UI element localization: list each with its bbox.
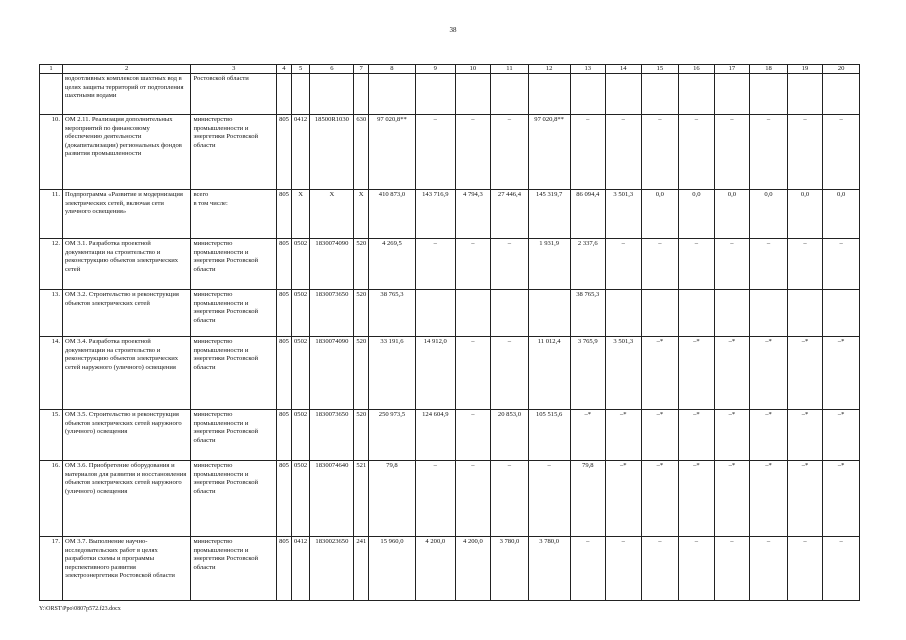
value-cell: – <box>415 115 455 190</box>
value-cell: –* <box>679 410 715 461</box>
budget-code-cell: 241 <box>354 537 369 601</box>
value-cell <box>491 74 529 115</box>
budget-code-cell: 0502 <box>291 461 310 537</box>
value-cell <box>415 290 455 337</box>
table-row <box>40 461 860 537</box>
event-name-cell: ОМ 3.2. Строительство и реконструкция объектов электрических сетей <box>62 290 190 337</box>
value-cell <box>528 290 570 337</box>
value-cell: – <box>787 537 823 601</box>
value-cell: – <box>714 537 750 601</box>
value-cell: 20 853,0 <box>491 410 529 461</box>
value-cell: 0,0 <box>787 190 823 239</box>
budget-code-cell: 805 <box>277 537 292 601</box>
budget-code-cell: Х <box>291 190 310 239</box>
column-number-cell: 13 <box>570 65 606 74</box>
budget-code-cell: 805 <box>277 290 292 337</box>
value-cell: – <box>679 239 715 290</box>
value-cell: –* <box>679 461 715 537</box>
value-cell: 0,0 <box>679 190 715 239</box>
value-cell: –* <box>787 410 823 461</box>
value-cell: 0,0 <box>641 190 679 239</box>
value-cell: 3 501,3 <box>606 190 642 239</box>
value-cell: – <box>714 115 750 190</box>
value-cell: –* <box>679 337 715 410</box>
value-cell: – <box>641 115 679 190</box>
value-cell <box>455 74 491 115</box>
table-row <box>40 290 860 337</box>
value-cell: –* <box>823 461 860 537</box>
event-name-cell: ОМ 3.7. Выполнение научно-исследовательских работ в целях разработки схемы и программы перспективного развития электроэнергетики Ростовской области <box>62 537 190 601</box>
budget-code-cell: 1830023650 <box>310 537 354 601</box>
value-cell: 0,0 <box>714 190 750 239</box>
table-row <box>40 410 860 461</box>
value-cell <box>787 74 823 115</box>
value-cell: –* <box>750 337 788 410</box>
budget-code-cell: 520 <box>354 337 369 410</box>
value-cell <box>528 74 570 115</box>
budget-code-cell <box>310 74 354 115</box>
budget-code-cell: 520 <box>354 290 369 337</box>
page-number: 38 <box>449 26 457 34</box>
column-number-cell: 11 <box>491 65 529 74</box>
column-number-cell: 14 <box>606 65 642 74</box>
table-row <box>40 537 860 601</box>
budget-code-cell: 0502 <box>291 239 310 290</box>
value-cell <box>641 74 679 115</box>
value-cell: 2 337,6 <box>570 239 606 290</box>
value-cell <box>679 290 715 337</box>
value-cell: – <box>455 461 491 537</box>
value-cell: – <box>606 239 642 290</box>
column-number-cell: 10 <box>455 65 491 74</box>
column-number-cell: 19 <box>787 65 823 74</box>
value-cell: –* <box>606 410 642 461</box>
value-cell: – <box>491 337 529 410</box>
value-cell: –* <box>641 337 679 410</box>
value-cell: – <box>750 239 788 290</box>
column-number-cell: 5 <box>291 65 310 74</box>
value-cell: –* <box>714 410 750 461</box>
budget-code-cell: 805 <box>277 410 292 461</box>
value-cell: – <box>606 537 642 601</box>
value-cell: –* <box>750 461 788 537</box>
value-cell <box>491 290 529 337</box>
value-cell: –* <box>714 337 750 410</box>
value-cell: – <box>528 461 570 537</box>
value-cell: 15 960,0 <box>368 537 415 601</box>
value-cell <box>750 74 788 115</box>
value-cell: –* <box>823 337 860 410</box>
table-row <box>40 115 860 190</box>
value-cell: 79,8 <box>570 461 606 537</box>
row-number-cell: 15. <box>40 410 63 461</box>
value-cell: –* <box>750 410 788 461</box>
value-cell: – <box>750 537 788 601</box>
value-cell: – <box>714 239 750 290</box>
budget-code-cell: 0502 <box>291 410 310 461</box>
table-row <box>40 190 860 239</box>
value-cell: – <box>787 115 823 190</box>
row-number-cell: 12. <box>40 239 63 290</box>
value-cell: 4 794,3 <box>455 190 491 239</box>
table-row <box>40 74 860 115</box>
value-cell: 33 191,6 <box>368 337 415 410</box>
value-cell: 4 200,0 <box>415 537 455 601</box>
budget-code-cell: 1830073650 <box>310 410 354 461</box>
value-cell <box>570 74 606 115</box>
event-name-cell: водоотливных комплексов шахтных вод в целях защиты территорий от подтопления шахтными водами <box>62 74 190 115</box>
column-number-cell: 4 <box>277 65 292 74</box>
budget-code-cell: 521 <box>354 461 369 537</box>
value-cell: – <box>679 115 715 190</box>
value-cell <box>415 74 455 115</box>
event-name-cell: ОМ 3.4. Разработка проектной документации на строительство и реконструкцию объектов электрических сетей наружного (уличного) освещения <box>62 337 190 410</box>
row-number-cell: 14. <box>40 337 63 410</box>
executor-cell: министерство промышленности и энергетики Ростовской области <box>191 461 277 537</box>
executor-cell: министерство промышленности и энергетики Ростовской области <box>191 290 277 337</box>
budget-code-cell: 0412 <box>291 115 310 190</box>
value-cell: 11 012,4 <box>528 337 570 410</box>
value-cell <box>679 74 715 115</box>
value-cell: 145 319,7 <box>528 190 570 239</box>
budget-code-cell: 805 <box>277 115 292 190</box>
value-cell: – <box>787 239 823 290</box>
value-cell <box>787 290 823 337</box>
budget-code-cell: 520 <box>354 239 369 290</box>
event-name-cell: ОМ 3.5. Строительство и реконструкция объектов электрических сетей наружного (уличного) освещения <box>62 410 190 461</box>
budget-code-cell: 0502 <box>291 337 310 410</box>
value-cell: –* <box>787 461 823 537</box>
value-cell <box>606 74 642 115</box>
value-cell: 97 020,8** <box>368 115 415 190</box>
budget-code-cell <box>291 74 310 115</box>
value-cell: –* <box>606 461 642 537</box>
value-cell: –* <box>823 410 860 461</box>
value-cell: 97 020,8** <box>528 115 570 190</box>
column-number-cell: 15 <box>641 65 679 74</box>
value-cell: –* <box>570 410 606 461</box>
budget-code-cell: 805 <box>277 239 292 290</box>
column-number-cell: 2 <box>62 65 190 74</box>
column-number-cell: 3 <box>191 65 277 74</box>
event-name-cell: Подпрограмма «Развитие и модернизация электрических сетей, включая сети уличного освещения» <box>62 190 190 239</box>
budget-code-cell: 0412 <box>291 537 310 601</box>
value-cell: 14 912,0 <box>415 337 455 410</box>
value-cell <box>606 290 642 337</box>
value-cell: – <box>750 115 788 190</box>
value-cell <box>368 74 415 115</box>
value-cell: – <box>415 239 455 290</box>
value-cell: – <box>455 115 491 190</box>
value-cell: 0,0 <box>823 190 860 239</box>
column-number-cell: 8 <box>368 65 415 74</box>
value-cell <box>823 290 860 337</box>
event-name-cell: ОМ 2.11. Реализация дополнительных мероприятий по финансовому обеспечению деятельности (докапитализации) региональных фондов развития промышленности <box>62 115 190 190</box>
value-cell: 0,0 <box>750 190 788 239</box>
value-cell <box>714 74 750 115</box>
budget-code-cell: 1830074090 <box>310 239 354 290</box>
executor-cell: всего в том числе: <box>191 190 277 239</box>
value-cell: 105 515,6 <box>528 410 570 461</box>
column-number-cell: 18 <box>750 65 788 74</box>
value-cell: 86 094,4 <box>570 190 606 239</box>
value-cell: 27 446,4 <box>491 190 529 239</box>
value-cell: – <box>641 537 679 601</box>
value-cell <box>714 290 750 337</box>
event-name-cell: ОМ 3.6. Приобретение оборудования и материалов для развития и восстановления объектов электрических сетей наружного (уличного) освещения <box>62 461 190 537</box>
program-table <box>39 64 860 601</box>
executor-cell: министерство промышленности и энергетики Ростовской области <box>191 115 277 190</box>
value-cell: – <box>491 461 529 537</box>
row-number-cell <box>40 74 63 115</box>
value-cell: –* <box>641 410 679 461</box>
column-number-row <box>40 65 860 74</box>
column-number-cell: 16 <box>679 65 715 74</box>
column-number-cell: 17 <box>714 65 750 74</box>
executor-cell: Ростовской области <box>191 74 277 115</box>
value-cell: – <box>823 115 860 190</box>
value-cell: 4 269,5 <box>368 239 415 290</box>
value-cell: – <box>679 537 715 601</box>
value-cell: 1 931,9 <box>528 239 570 290</box>
row-number-cell: 11. <box>40 190 63 239</box>
value-cell: – <box>823 239 860 290</box>
executor-cell: министерство промышленности и энергетики Ростовской области <box>191 337 277 410</box>
budget-code-cell: 1830073650 <box>310 290 354 337</box>
budget-code-cell: 1830074090 <box>310 337 354 410</box>
row-number-cell: 17. <box>40 537 63 601</box>
value-cell: – <box>455 239 491 290</box>
budget-code-cell <box>354 74 369 115</box>
value-cell: –* <box>641 461 679 537</box>
executor-cell: министерство промышленности и энергетики Ростовской области <box>191 410 277 461</box>
column-number-cell: 12 <box>528 65 570 74</box>
column-number-cell: 20 <box>823 65 860 74</box>
value-cell: 3 780,0 <box>528 537 570 601</box>
value-cell: 3 501,3 <box>606 337 642 410</box>
executor-cell: министерство промышленности и энергетики Ростовской области <box>191 239 277 290</box>
value-cell: 3 780,0 <box>491 537 529 601</box>
value-cell: 79,8 <box>368 461 415 537</box>
budget-code-cell: Х <box>354 190 369 239</box>
event-name-cell: ОМ 3.1. Разработка проектной документации на строительство и реконструкцию объектов электрических сетей <box>62 239 190 290</box>
value-cell <box>750 290 788 337</box>
value-cell: – <box>606 115 642 190</box>
budget-code-cell: 0502 <box>291 290 310 337</box>
value-cell <box>823 74 860 115</box>
value-cell: 38 765,3 <box>570 290 606 337</box>
value-cell: 410 873,0 <box>368 190 415 239</box>
column-number-cell: 7 <box>354 65 369 74</box>
value-cell: – <box>455 410 491 461</box>
column-number-cell: 9 <box>415 65 455 74</box>
budget-code-cell: Х <box>310 190 354 239</box>
row-number-cell: 16. <box>40 461 63 537</box>
value-cell: – <box>455 337 491 410</box>
budget-code-cell: 805 <box>277 337 292 410</box>
value-cell <box>641 290 679 337</box>
budget-code-cell: 1830074640 <box>310 461 354 537</box>
value-cell: 4 200,0 <box>455 537 491 601</box>
value-cell: – <box>491 239 529 290</box>
budget-code-cell: 805 <box>277 461 292 537</box>
value-cell: –* <box>714 461 750 537</box>
row-number-cell: 13. <box>40 290 63 337</box>
value-cell: 3 765,9 <box>570 337 606 410</box>
budget-code-cell: 805 <box>277 190 292 239</box>
column-number-cell: 1 <box>40 65 63 74</box>
budget-code-cell <box>277 74 292 115</box>
value-cell: –* <box>787 337 823 410</box>
table-row <box>40 337 860 410</box>
value-cell: – <box>641 239 679 290</box>
value-cell: – <box>570 537 606 601</box>
value-cell: 250 973,5 <box>368 410 415 461</box>
value-cell <box>455 290 491 337</box>
budget-code-cell: 18500R1030 <box>310 115 354 190</box>
executor-cell: министерство промышленности и энергетики Ростовской области <box>191 537 277 601</box>
value-cell: 124 604,9 <box>415 410 455 461</box>
value-cell: 38 765,3 <box>368 290 415 337</box>
row-number-cell: 10. <box>40 115 63 190</box>
value-cell: – <box>415 461 455 537</box>
value-cell: – <box>823 537 860 601</box>
budget-code-cell: 630 <box>354 115 369 190</box>
value-cell: – <box>491 115 529 190</box>
value-cell: – <box>570 115 606 190</box>
budget-code-cell: 520 <box>354 410 369 461</box>
table-row <box>40 239 860 290</box>
column-number-cell: 6 <box>310 65 354 74</box>
file-path-footer: Y:\ORST\Ppo\0807p572.f23.docx <box>39 606 121 612</box>
value-cell: 143 716,9 <box>415 190 455 239</box>
